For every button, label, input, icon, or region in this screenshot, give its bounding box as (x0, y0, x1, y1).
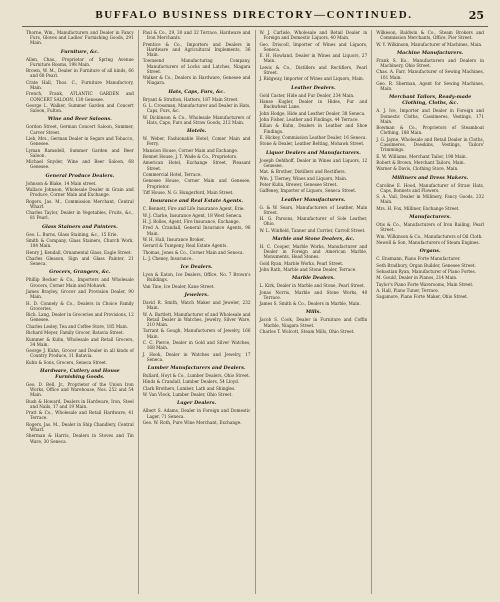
directory-entry: H. D. Connely & Co., Dealers in Choice Family Groceries. (26, 300, 134, 311)
directory-entry: Bonnet House, J. T. Wade & Co., Proprietors. (142, 153, 238, 159)
directory-entry: Geo. Driscoll, Importer of Wines and Liquors, Seneca. (259, 41, 368, 52)
directory-entry: Albert S. Adams, Dealer in Foreign and Domestic Lager, 71 Seneca. (142, 408, 251, 419)
directory-entry: Kuhn & Sons, Grocers, Seneca Street. (26, 359, 108, 365)
directory-entry: Hanse Kugler, Dealer in Hides, Fur and Buckwheat Lane. (259, 98, 368, 110)
directory-entry: Michael Snyder, Wine and Beer Saloon, 68 Genesee. (26, 159, 134, 170)
directory-column (372, 30, 488, 594)
directory-entry: L. Kirk, Dealer in Marble and Stone, Pearl Street. (259, 283, 365, 289)
section-heading: Milliners and Dress Makers. (392, 174, 469, 181)
directory-entry: W. Dickinson & Co., Wholesale Manufacturers of Hats, Caps, Furs and Straw Goods, 212 Main. (142, 114, 251, 125)
directory-entry: Genesee House, Corner Main and Genesee, Proprietor. (142, 178, 251, 189)
section-heading: Manufacturers. (409, 213, 451, 220)
directory-entry: E. W. Williams, Merchant Tailor, 198 Main. (376, 153, 467, 159)
section-heading: Wine and Beer Saloons. (47, 116, 112, 123)
directory-entry: W. J. Clarke, Insurance Agent, 18 West Seneca. (142, 212, 243, 218)
directory-entry: George L. Walker, Summer Garden and Concert Saloon, Fulton. (26, 102, 134, 114)
directory-entry: Johnson & Blake, 14 Main street. (26, 180, 97, 186)
directory-entry: H. C. Cooper, Marble Works, Manufacturer and Dealer in Foreign and American Marble, Monuments, Head Stones. (259, 243, 368, 260)
directory-entry: Townsend Manufacturing Company, Manufacturers of Locks and Latches, Niagara Street. (142, 58, 251, 74)
directory-entry: W. Y. Wilkinson, Manufacturer of Machines, Main. (376, 41, 483, 47)
directory-entry: Bowman & Co., Proprietors of Steamboat Clothing, 188 Main. (376, 125, 484, 136)
directory-entry: H. J. Bolles, Agent, Fire Insurance, Exchange. (142, 218, 240, 224)
directory-entry: W. A. Bartlett, Manufacturer of and Wholesale and Retail Dealer in Watches, Jewelry, Silver Ware, 210 Main. (142, 311, 251, 328)
section-heading: Grocers, Grangers, &c. (49, 269, 111, 276)
directory-entry: C. C. Pierce, Dealer in Gold and Silver Watches, 168 Main. (142, 340, 251, 351)
directory-entry: Clark Brothers, Lumber, Lath and Shingles. (142, 385, 236, 391)
directory-entry: Van Tine, Ice Dealer, Kane Street. (142, 283, 215, 289)
directory-entry: John Hodge, Hide and Leather Dealer, 38 Seneca. (259, 110, 366, 116)
directory-entry: W. H. Hall, Insurance Broker. (142, 236, 205, 242)
directory-entry: Charles Gleason, Sign and Glass Painter, 21 Seneca. (26, 255, 134, 267)
directory-entry: Gordon Street, German Concert Saloon, Summer, Carver Street. (26, 124, 134, 135)
directory-entry: Hinds & Crandall, Lumber Dealers, 54 Lloyd. (142, 379, 240, 385)
section-heading: Marble and Stone Dealers, &c. (272, 235, 355, 242)
directory-entry: Walker & Co., Dealers in Hardware, Genesee and Niagara. (142, 75, 251, 86)
directory-entry: Stone & Dealer, Leather Belting, Mohawk Street. (259, 141, 365, 147)
directory-entry: J. Ridgway, Importer of Wines and Liquors, Main. (259, 76, 365, 82)
directory-entry: Wilkeson, Baldwin & Co., Steam Brokers and Commission Merchants, Office, Pier Street. (376, 30, 484, 41)
directory-entry: W. J. Carlisle, Wholesale and Retail Dealer in Foreign and Domestic Liquors, 40 Main. (259, 30, 368, 41)
directory-entry: A. J. Ice, Importer and Dealer in Foreign and Domestic Cloths, Cassimeres, Vestings, 171 Main. (376, 108, 484, 124)
directory-entry: Tiff House, N. G. Hungerford, Main Street. (142, 189, 234, 195)
section-heading: Organs. (419, 248, 441, 255)
section-heading: Hotels. (187, 127, 207, 134)
section-heading: Ice Dealers. (180, 264, 213, 271)
directory-entry: Robert & Brown, Merchant Tailors, Main. (376, 159, 465, 165)
directory-entry: Kilian & Kuhn, Dealers in Leather and Shoe Findings. (259, 123, 368, 134)
directory-entry: Thorne, Wm., Manufacturers and Dealer in Fancy Furs, Gloves and Ladies' Furnishing Goods, 291 Main. (26, 30, 134, 46)
directory-column (22, 30, 139, 594)
directory-entry: Henry J. Kendall, Ornamental Glass, Eagle Street. (26, 249, 132, 255)
section-heading: Hats, Caps, Furs, &c. (168, 88, 225, 95)
directory-entry: Rogers, Jas. M., Dealer in Ship Chandlery, Central Wharf. (26, 421, 134, 433)
header-rule (22, 26, 488, 27)
section-heading: Insurance and Real Estate Agents. (150, 198, 243, 205)
directory-entry: M. Gould, Dealer in Pianos, 214 Main. (376, 275, 458, 281)
directory-entry: Bush & Howard, Dealers in Hardware, Iron, Steel and Nails, 17 and 19 Main. (26, 398, 134, 409)
section-heading: Liquor Dealers and Manufacturers. (265, 149, 361, 156)
section-heading: Jewelers. (184, 292, 209, 299)
directory-entry: W. L. Winfield, Tanner and Currier, Carroll Street. (259, 227, 366, 233)
directory-entry: John Rath, Marble and Stone Dealer, Terrace. (259, 267, 357, 273)
directory-entry: Geo. L. Burns, Glass Staining, &c., 15 Erie. (26, 231, 118, 237)
directory-entry: Charles T. Wolcott, Steam Mills, Ohio Street. (259, 329, 355, 335)
directory-entry: Commercial Hotel, Terrace. (142, 171, 202, 177)
directory-entry: French, Frank, ATLANTIC GARDEN and CONCERT SALOON, 130 Genesee. (26, 91, 134, 102)
directory-entry: Sherman & Harris, Dealers in Stoves and Tin Ware, 30 Seneca. (26, 433, 134, 444)
directory-entry: Kummer & Kuhn, Wholesale and Retail Grocers, 34 Main. (26, 336, 134, 347)
directory-entry: Lewis & Co., Distillers and Rectifiers, Pearl Street. (259, 64, 368, 75)
directory-entry: Thomas, Jones & Co., Corner Main and Seneca. (142, 249, 244, 255)
directory-entry: Lyman Ramsdell, Summer Garden and Beer Saloon. (26, 147, 134, 158)
directory-entry: Sagamore, Piano Forte Maker, Ohio Street. (376, 294, 469, 300)
directory-entry: Gold Ryan, Marble Works, Pearl Street. (259, 260, 344, 266)
directory-entry: Prentice & Co., Importers and Dealers in Hardware and Agricultural Implements, 36 Main. (142, 41, 251, 57)
directory-entry: W. Weber, Fashionable Hotel, Comer Main and Ferry. (142, 135, 251, 147)
directory-entry: Allen, Chas., Proprietor of Spring Avenue Furniture Rooms, 198 Main. (26, 56, 134, 67)
directory-entry: Mrs. H. Fox, Milliner, Exchange Street. (376, 205, 460, 211)
section-heading: Marble Dealers. (291, 275, 335, 282)
directory-entry: Tarrant & Gough, Manufacturers of Jewelry, 166 Main. (142, 328, 251, 339)
directory-entry: Pratt & Co., Wholesale and Retail Hardware, 41 Terrace. (26, 410, 134, 421)
directory-entry: Taylor's Piano Forte Warerooms, Main Street. (376, 281, 474, 287)
directory-entry: Gaffeney, Importer of Liquors, Seneca Street. (259, 188, 357, 194)
section-heading: Hardware, Cutlery and House Furnishing Goods. (40, 367, 120, 380)
directory-entry: Paul & Co., 29, 30 and 32 Terrace, Hardware and Iron Merchants. (142, 30, 251, 41)
directory-entry: A. Hall, Piano Tuner, Terrace. (376, 288, 440, 294)
page-number: 25 (468, 9, 484, 22)
directory-entry: Bryant & Stratton, Hatters, 187 Main Street. (142, 96, 239, 102)
page-title: BUFFALO BUSINESS DIRECTORY—CONTINUED. (95, 9, 413, 21)
section-heading: Merchant Tailors, Ready-made Clothing, Cloths, &c. (388, 94, 472, 107)
directory-entry: J. Hook, Dealer in Watches and Jewelry, 17 Seneca. (142, 351, 251, 362)
directory-entry: Newell & Son, Manufacturers of Steam Engines. (376, 239, 480, 245)
directory-entry: L. J. Cheney, Insurance. (142, 256, 193, 262)
page-header (24, 6, 484, 24)
section-heading: Leather Manufacturers. (281, 196, 346, 203)
directory-entry: Smith & Company, Glass Stainers, Church Work, 184 Main. (26, 237, 134, 249)
directory-entry: J. G. Jayne, Wholesale and Retail Dealer in Cloths, Cassimeres, Doeskins, Vestings, Tailors' Trimmings. (376, 136, 484, 153)
directory-entry: Charles Taylor, Dealer in Vegetables, Fruits, &c., 81 Pearl. (26, 210, 134, 221)
directory-columns (22, 30, 488, 594)
directory-entry: Bullard, Hoyt & Co., Lumber Dealers, Ohio Street. (142, 373, 251, 379)
directory-entry: Charles Lesley, Tea and Coffee Store, 185 Main. (26, 323, 129, 329)
directory-entry: Caroline E. Hood, Manufacturer of Straw Hats, Caps, Bonnets and Flowers. (376, 182, 484, 193)
directory-entry: W. Van Vleck, Lumber Dealer, Ohio Street. (142, 392, 233, 398)
directory-entry: Otis & Co., Manufacturers of Iron Railing, Pearl Street. (376, 221, 484, 233)
section-heading: Furniture, &c. (60, 48, 99, 55)
directory-entry: American Hotel, Exchange Street, Pleasant Street. (142, 160, 251, 171)
directory-entry: Geo. W. Roth, Pure Wine Merchant, Exchange. (142, 420, 242, 426)
directory-entry: David R. Smith, Watch Maker and Jeweler, 232 Main. (142, 300, 251, 311)
directory-entry: Jacob S. Cook, Dealer in Furniture and Coffin Marble, Niagara Street. (259, 317, 368, 328)
directory-entry: S. A. Vail, Dealer in Millinery, Fancy Goods, 232 Main. (376, 194, 484, 205)
directory-entry: Warner & Davis, Clothing Store, Main. (376, 166, 459, 172)
directory-entry: Peter Kuhn, Brewer, Genesee Street. (259, 181, 338, 187)
directory-entry: Gold Caster, Hide and Fur Dealer, 234 Main. (259, 92, 355, 98)
directory-entry: James Brayley, Grocer and Provision Dealer, 90 Main. (26, 288, 134, 300)
section-heading: Lager Dealers. (177, 400, 217, 407)
directory-column (256, 30, 373, 594)
section-heading: General Produce Dealers. (45, 172, 115, 179)
section-heading: Lumber Manufacturers and Dealers. (147, 365, 246, 372)
directory-entry: Fred A. Crandall, General Insurance Agents, 96 Main. (142, 225, 251, 236)
directory-entry: C. Bennett, Fire and Life Insurance Agent, Erie. (142, 206, 245, 212)
directory-entry: Crate Hall, Thos. C., Furniture Manufactory, Main. (26, 79, 134, 90)
directory-entry: Sebastian Ryan, Manufacturer of Piano Fortes. (376, 268, 476, 274)
directory-entry: Wm. Wilkinson & Co., Manufacturers of Oil Cloth. (376, 233, 483, 239)
directory-entry: Geo. R. Sherman, Agent for Sewing Machines, Main. (376, 80, 484, 92)
directory-entry: Joseph Oehlhoff, Dealer in Wines and Liquors, 12 Genesee. (259, 157, 368, 168)
directory-entry: Lyon & Eaton, Ice Dealers, Office, No. 7 Brown's Buildings. (142, 272, 251, 283)
directory-entry: Gerard & Tumpeny, Real Estate Agents. (142, 243, 228, 249)
directory-entry: Frank S. Ko., Manufacturers and Dealers in Machinery, Ohio Street. (376, 57, 484, 68)
directory-entry: Chas. A. Farr, Manufacturer of Sewing Machines, 101 Main. (376, 69, 484, 80)
directory-entry: Wm. J. Tierney, Wines and Liquors, Main. (259, 175, 348, 181)
directory-entry: Lieb, Mrs., German Dealer in Segars and Tobacco, Genesee. (26, 135, 134, 147)
directory-entry: Mat. & Brother, Distillers and Rectifiers. (259, 169, 346, 175)
directory-entry: Seth Bradbury, Organ Builder, Genesee Street. (376, 262, 476, 268)
section-heading: Machine Manufacturers. (396, 49, 464, 56)
directory-entry: H. G. Parsons, Manufacturer of Sole Leather, Ohio. (259, 216, 368, 227)
section-heading: Leather Dealers. (291, 84, 336, 91)
section-heading: Mills. (305, 309, 321, 316)
directory-entry: George J. Kuhn, Grocer and Dealer in all kinds of Country Produce, 11 Batavia. (26, 348, 134, 359)
directory-entry: Brown, W. M., Dealer in Furniture of all kinds, 66 and 68 Pearl. (26, 68, 134, 79)
directory-entry: Rich. Lang, Dealer in Groceries and Provisions, 12 Genesee. (26, 312, 134, 323)
directory-entry: G. & W. Sears, Manufacturers of Leather, Main Street. (259, 204, 368, 215)
directory-entry: E. H. Howland, Dealer in Wines and Liquors, 27 Main. (259, 53, 368, 64)
directory-entry: John Fisher, Leather and Findings, 44 Terrace. (259, 116, 359, 122)
directory-entry: G. L. Crossman, Manufacturer and Dealer in Hats, Caps, Furs, &c. (142, 102, 251, 114)
directory-entry: Geo. D. Bell, Jr., Proprietor of the Union Iron Works, Office and Warehouse, Nos. 252 and 54 Main. (26, 381, 134, 398)
directory-entry: Wallace Johnson, Wholesale Dealer in Grain and Produce, Corner Main and Exchange. (26, 186, 134, 198)
directory-entry: Jonas Norris, Marble and Stone Works, 40 Terrace. (259, 289, 368, 300)
directory-entry: E. Hickey, Commission Leather Dealer, 16 Seneca. (259, 134, 367, 140)
directory-entry: James S. Smith & Co., Dealers in Marble, Main. (259, 301, 361, 307)
directory-entry: Phillip Becker & Co., Importers and Wholesale Grocers, Corner Main and Mohawk. (26, 277, 134, 288)
section-heading: Glass Stainers and Painters. (41, 223, 118, 230)
directory-entry: Rogers, Jas. M., Commission Merchant, Central Wharf. (26, 198, 134, 209)
directory-entry: Richard Meyer, Family Grocer, Batavia Street. (26, 330, 125, 336)
directory-entry: Mansion House, Corner Main and Exchange. (142, 147, 239, 153)
directory-column (139, 30, 256, 594)
directory-entry: C. Ensmann, Piano Forte Manufacturer. (376, 256, 461, 262)
